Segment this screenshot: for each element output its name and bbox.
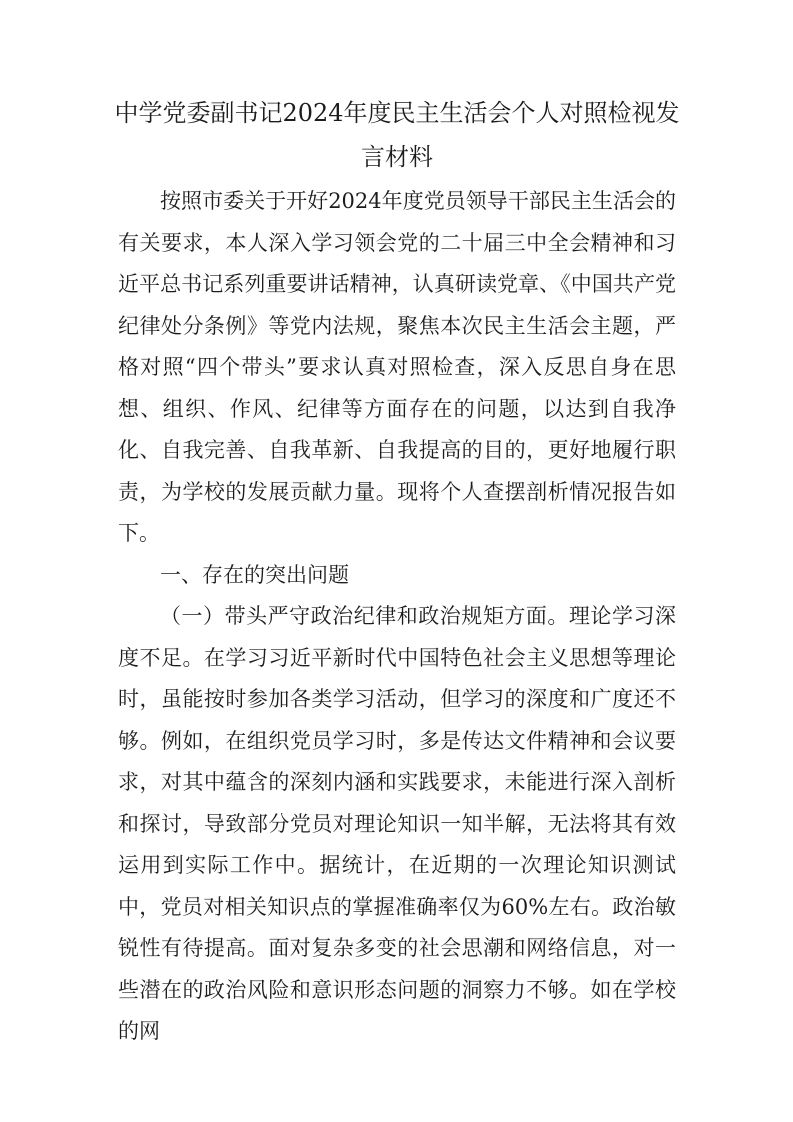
section-heading-problems: 一、存在的突出问题 (160, 562, 349, 587)
issue-item-1-paragraph: （一）带头严守政治纪律和政治规矩方面。理论学习深度不足。在学习习近平新时代中国特色社会主义思想等理论时，虽能按时参加各类学习活动，但学习的深度和广度还不够。例如，在组织党员学习时，多是传达文件精神和会议要求，对其中蕴含的深刻内涵和实践要求，未能进行深入剖析和探讨，导致部分党员对理论知识一知半解，无法将其有效运用到实际工作中。据统计，在近期的一次理论知识测试中，党员对相关知识点的掌握准确率仅为60%左右。政治敏锐性有待提高。面对复杂多变的社会思潮和网络信息，对一些潜在的政治风险和意识形态问题的洞察力不够。如在学校的网 (118, 604, 676, 1043)
intro-paragraph: 按照市委关于开好2024年度党员领导干部民主生活会的有关要求，本人深入学习领会党的二十届三中全会精神和习近平总书记系列重要讲话精神，认真研读党章、《中国共产党纪律处分条例》等党内法规，聚焦本次民主生活会主题，严格对照“四个带头”要求认真对照检查，深入反思自身在思想、组织、作风、纪律等方面存在的问题，以达到自我净化、自我完善、自我革新、自我提高的目的，更好地履行职责，为学校的发展贡献力量。现将个人查摆剖析情况报告如下。 (118, 189, 676, 545)
document-body (118, 181, 676, 1053)
document-title: 中学党委副书记2024年度民主生活会个人对照检视发言材料 (114, 99, 680, 171)
